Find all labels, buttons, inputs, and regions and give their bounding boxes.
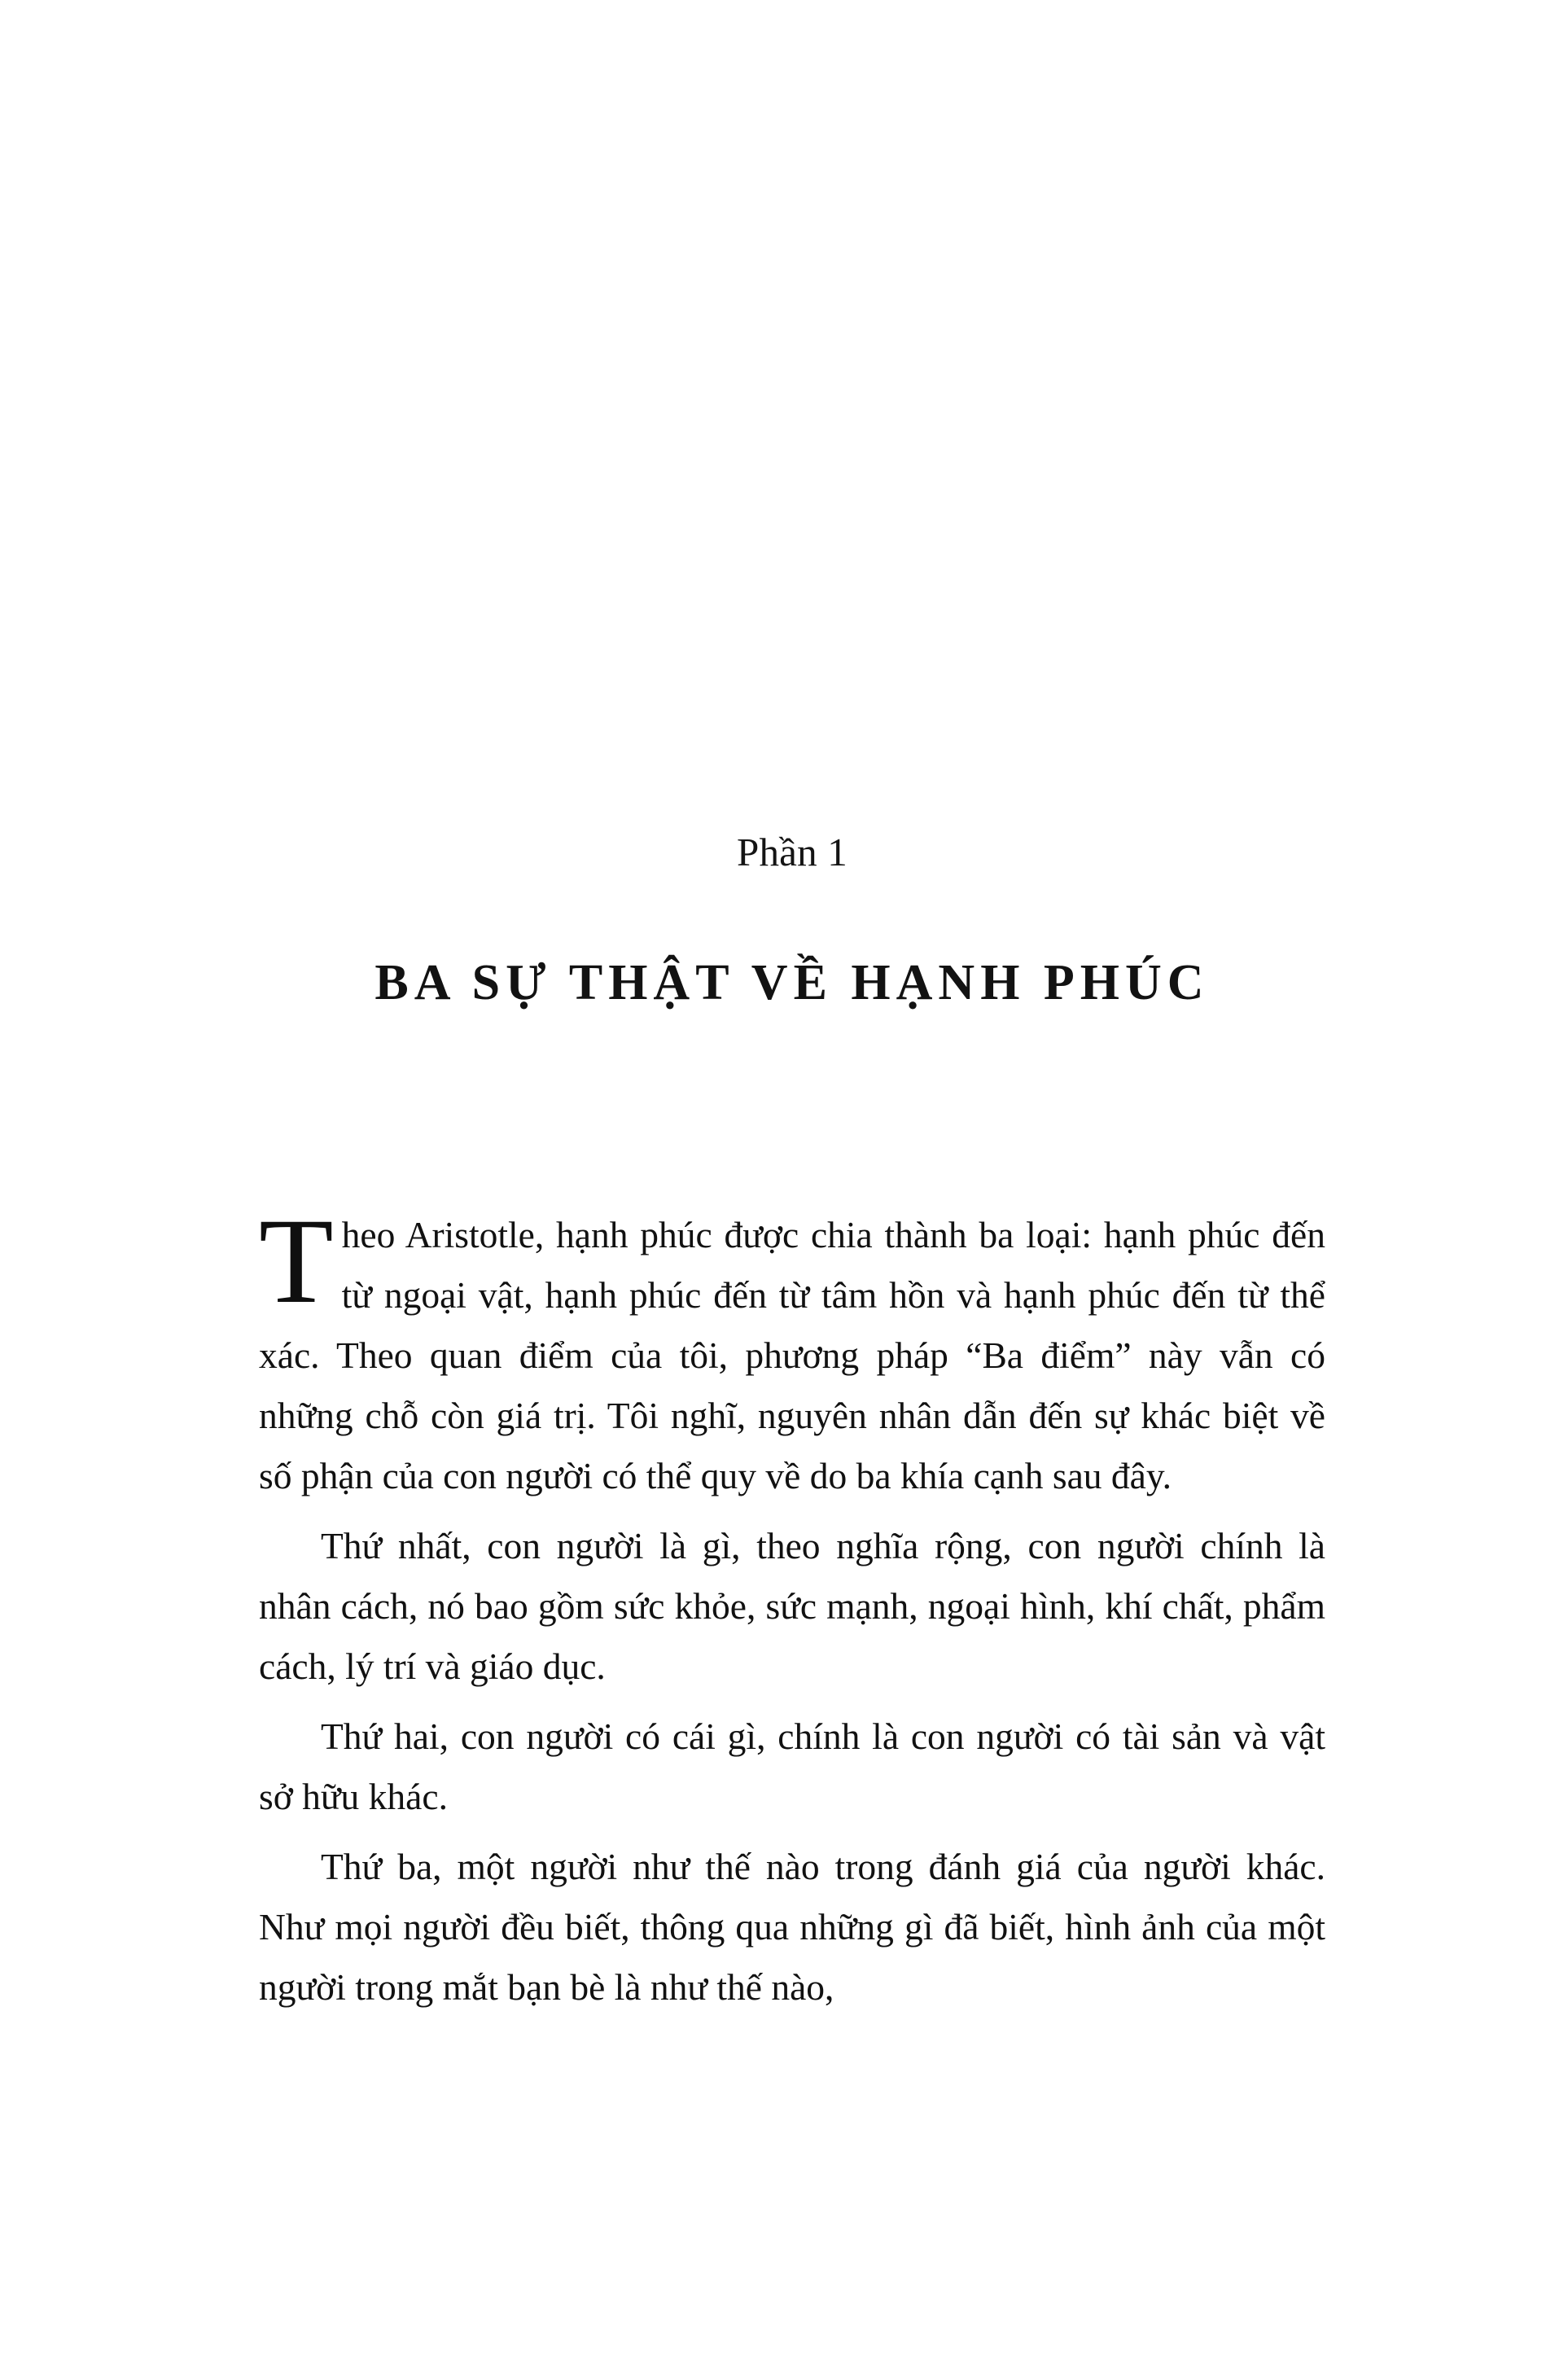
paragraph — [259, 1194, 1325, 1506]
part-label: Phần 1 — [737, 830, 848, 874]
page-content — [259, 0, 1325, 2366]
paragraph: Thứ hai, con người có cái gì, chính là con người có tài sản và vật sở hữu khác. — [259, 1715, 1325, 1817]
paragraph-text: heo Aristotle, hạnh phúc được chia thành ba loại: hạnh phúc đến từ ngoại vật, hạnh phúc đến từ tâm hồn và hạnh phúc đến từ thể xác. Theo quan điểm của tôi, phương pháp “Ba điểm” này vẫn có những chỗ còn giá trị. Tôi nghĩ, nguyên nhân dẫn đến sự khác biệt về số phận của con người có thể quy về do ba khía cạnh sau đây. — [259, 1214, 1325, 1496]
paragraph: Thứ ba, một người như thế nào trong đánh giá của người khác. Như mọi người đều biết, thông qua những gì đã biết, hình ảnh của một người trong mắt bạn bè là như thế nào, — [259, 1846, 1325, 2008]
body-text — [259, 1194, 1325, 2018]
drop-cap: T — [259, 1194, 334, 1329]
page-title: BA SỰ THẬT VỀ HẠNH PHÚC — [374, 954, 1210, 1010]
paragraph: Thứ nhất, con người là gì, theo nghĩa rộng, con người chính là nhân cách, nó bao gồm sức khỏe, sức mạnh, ngoại hình, khí chất, phẩm cách, lý trí và giáo dục. — [259, 1525, 1325, 1687]
